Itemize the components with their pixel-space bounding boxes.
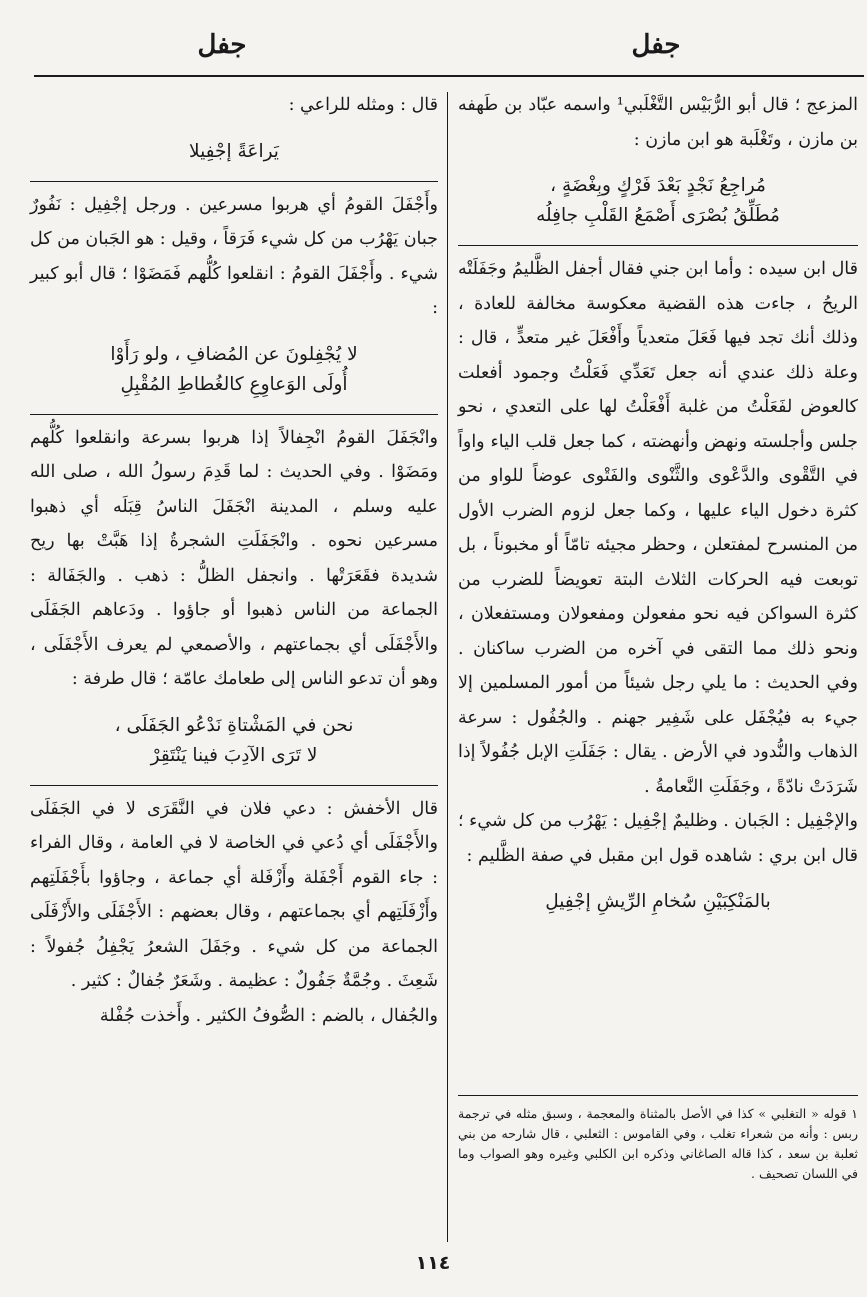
- right-paragraph-3: والإجْفِيل : الجَبان . وظليمٌ إجْفِيل : يَهْرُب من كل شيء ؛ قال ابن بري : شاهده قول ابن مقبل في صفة الظَّليم :: [458, 811, 858, 866]
- verse-line: أُولَى الوَعاوِعِ كالغُطاطِ المُقْبِلِ: [120, 373, 348, 395]
- verse-line: مُراجِعُ نَجْدٍ بَعْدَ فَرْكٍ وبِغْضَةٍ ،: [550, 175, 766, 196]
- right-verse-2: بالمَنْكِبَيْنِ سُخامِ الرِّيشِ إجْفِيلِ: [545, 891, 771, 912]
- verse-line: لا تَرَى الآدِبَ فينا يَنْتَقِرْ: [150, 744, 318, 766]
- section-rule: [458, 245, 858, 246]
- left-paragraph-1: قال : ومثله للراعي :: [288, 95, 438, 115]
- section-rule: [30, 181, 438, 182]
- footnote: ١ قوله « التغلبي » كذا في الأصل بالمثناة والمعجمة ، وسبق مثله في ترجمة ربس : وأنه من شعراء تغلب ، وفي القاموس : الثعلبي ، قال شارحه من بني ثعلبة بن سعد ، كذا قاله الصاغاني وذكره ابن الكلبي وغيره وهو الصواب وما في اللسان تصحيف .: [458, 1106, 858, 1181]
- page-number: ١١٤: [415, 1252, 451, 1274]
- footnote-rule: [458, 1095, 858, 1096]
- left-verse-1: يَراعَةً إجْفِيلا: [189, 140, 279, 162]
- left-column: [30, 88, 438, 1033]
- header-word-right: جفل: [631, 30, 681, 60]
- section-rule: [30, 414, 438, 415]
- header-rule: [34, 75, 864, 77]
- right-paragraph-1: المزعج ؛ قال أبو الرُّبَيْس التَّغْلَبي¹ واسمه عبّاد بن طَهفه بن مازن ، وتَغْلَبة هو ابن مازن :: [458, 95, 858, 150]
- left-paragraph-3: وانْجَفَلَ القومُ انْجِفالاً إذا هربوا بسرعة وانقلعوا كُلُّهم ومَضَوْا . وفي الحديث : لما قَدِمَ رسولُ الله ، صلى الله عليه وسلم ، المدينة انْجَفَلَ الناسُ قِبَلَه أي ذهبوا مسرعين نحوه . وانْجَفَلَتِ الشجرةُ إذا هَبَّتْ بها ريح شديدة فقَعَرَتْها . وانجفل الظلُّ : ذهب . والجَفَالة : الجماعة من الناس ذهبوا أو جاؤوا . ودَعاهم الجَفَلَى والأَجْفَلَى أي بجماعتهم ، والأصمعي لم يعرف الأَجْفَلَى ، وهو أن تدعو الناس إلى طعامك عامّة ؛ قال طرفة :: [30, 427, 438, 689]
- section-rule: [30, 785, 438, 786]
- verse-line: مُطَلِّقُ بُصْرَى أَصْمَعُ القَلْبِ جافِلُه: [536, 205, 780, 226]
- right-paragraph-2: قال ابن سيده : وأما ابن جني فقال أجفل الظَّليمُ وجَفَلَتْه الريحُ ، جاءت هذه القضية معكوسة مخالفة للعادة ، وذلك أنك تجد فيها فَعَلَ متعدياً وأَفْعَلَ غير متعدٍّ ، قال : وعلة ذلك عندي أنه جعل تَعَدِّي فَعَلْتُ وجمود أفعلت كالعوض لفَعَلْتُ من غلبة أَفْعَلْتُ لها على التعدي ، نحو جلس وأجلسته ونهض وأنهضته ، كما جعل قلب الياء واواً في التَّقْوى والدَّعْوى والثَّنْوى والفَتْوى عوضاً للواو من كثرة دخول الياء عليها ، وكما جعل لزوم الضرب الأول من المنسرح لمفتعلن ، وحظر مجيئه تامّاً أو مخبوناً ، بل توبعت فيه الحركات الثلاث البتة تعويضاً للضرب من كثرة السواكن فيه نحو مفعولن ومفعولان ومستفعلان ، ونحو ذلك مما التقى في آخره من الضرب ساكنان . وفي الحديث : ما يلي رجل شيئاً من أمور المسلمين إلا جيء به فيُجْفَل على شَفِير جهنم . والجُفُول : سرعة الذهاب والنُّدود في الأرض . يقال : جَفَلَتِ الإبل جُفُولاً إذا شَرَدَتْ نادّةً ، وجَفَلَتِ النَّعامةُ .: [458, 259, 858, 797]
- verse-line: لا يُجْفِلونَ عن المُضافِ ، ولو رَأَوْا: [110, 343, 358, 365]
- right-column: [458, 88, 858, 931]
- left-paragraph-2: وأَجْفَلَ القومُ أي هربوا مسرعين . ورجل إجْفِيل : نَفُورٌ جبان يَهْرُب من كل شيء فَرَقاً ، وقيل : هو الجَبان من كل شيء . وأَجْفَلَ القومُ : انقلعوا كُلُّهم فَمَضَوْا ؛ قال أبو كبير :: [30, 194, 438, 318]
- left-verse-2: [30, 340, 438, 400]
- left-paragraph-5: والجُفال ، بالضم : الصُّوفُ الكثير . وأَخذت جُفْلة: [99, 1005, 438, 1026]
- left-verse-3: [30, 711, 438, 771]
- verse-line: نحن في المَشْتاةِ نَدْعُو الجَفَلَى ،: [114, 714, 354, 736]
- header-word-left: جفل: [197, 30, 247, 60]
- left-paragraph-4: قال الأخفش : دعي فلان في النَّقَرَى لا في الجَفَلَى والأَجْفَلَى أي دُعي في الخاصة لا في العامة ، وقال الفراء : جاء القوم أَجْفَلة وأَزْفَلة أي جماعة ، وجاؤوا بأَجْفَلَتِهم وأَزْفَلَتِهم أي بجماعتهم ، وقال بعضهم : الأَجْفَلَى والأَزْفَلَى الجماعة من كل شيء . وجَفَلَ الشعرُ يَجْفِلُ جُفولاً : شَعِثَ . وجُمَّةٌ جَفُولٌ : عظيمة . وشَعَرٌ جُفالٌ : كثير .: [30, 798, 438, 991]
- right-verse-1: [458, 171, 858, 231]
- column-divider: [447, 92, 448, 1242]
